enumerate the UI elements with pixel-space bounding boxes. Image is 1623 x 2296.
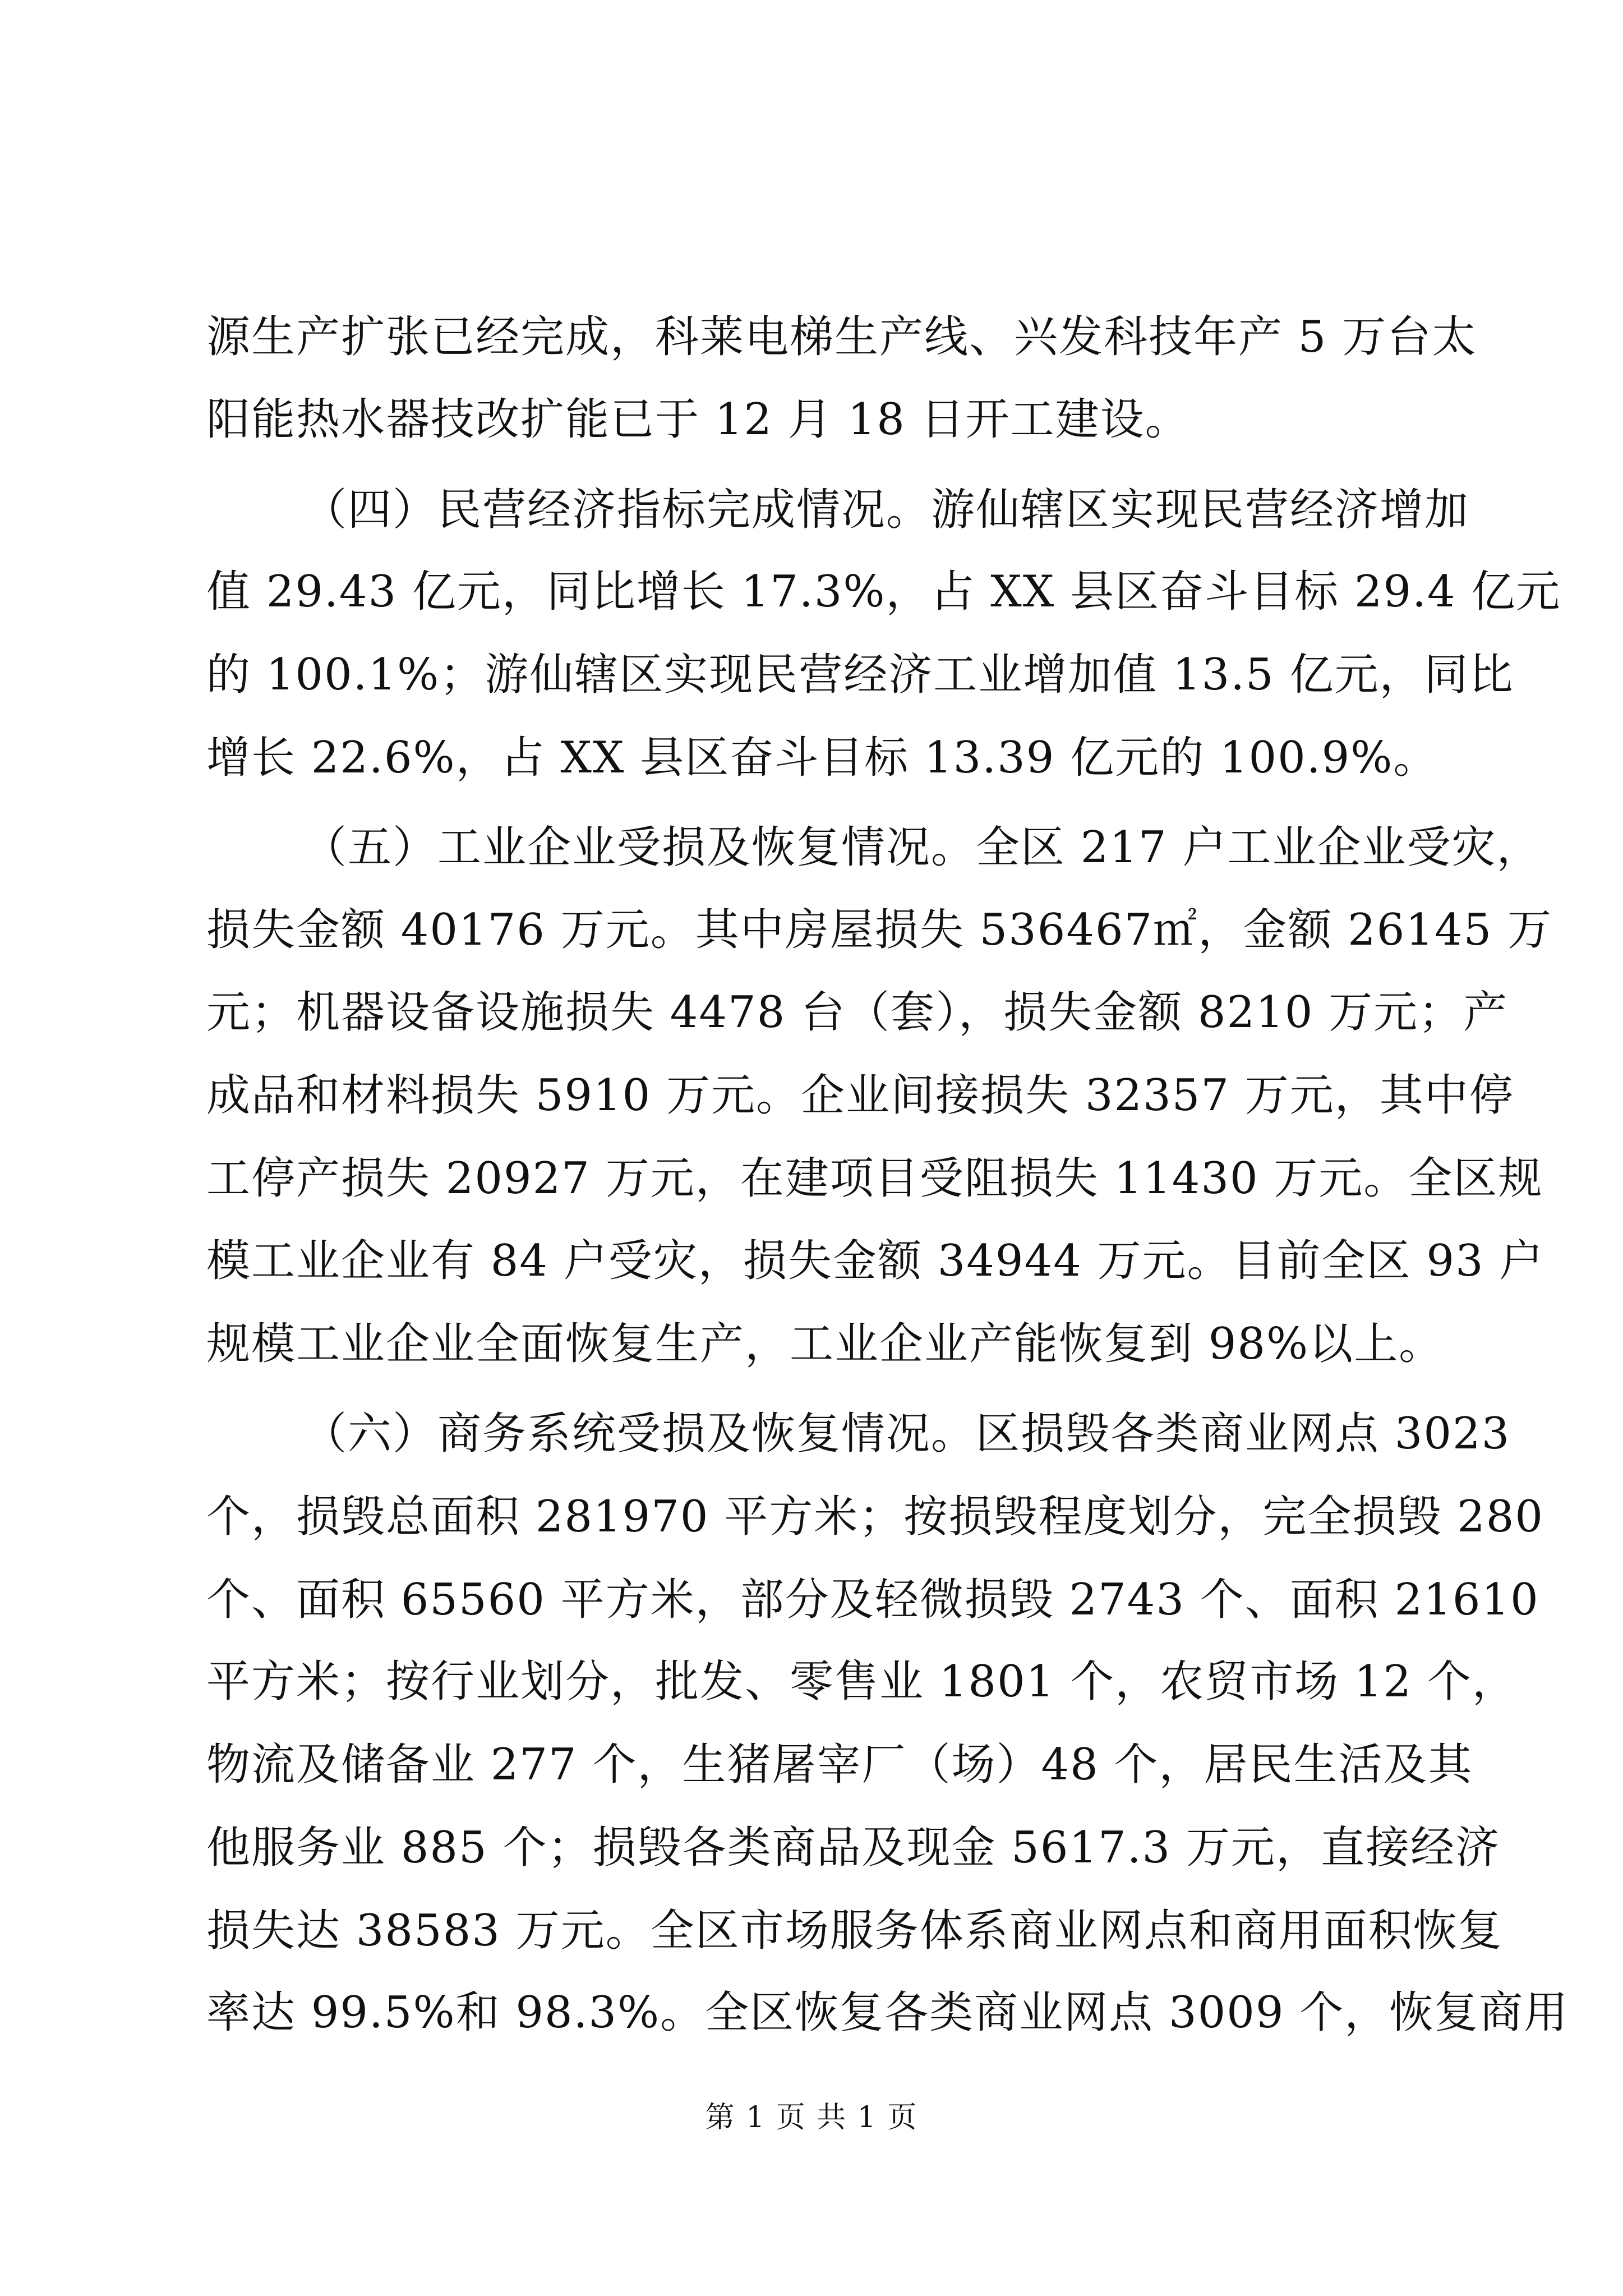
text-line: 损失达 38583 万元。全区市场服务体系商业网点和商用面积恢复 [206,1906,1503,1956]
text-line: 源生产扩张已经完成，科莱电梯生产线、兴发科技年产 5 万台太 [206,312,1477,362]
text-line: 阳能热水器技改扩能已于 12 月 18 日开工建设。 [206,394,1190,445]
text-line: 成品和材料损失 5910 万元。企业间接损失 32357 万元，其中停 [206,1070,1514,1121]
text-line: 的 100.1%；游仙辖区实现民营经济工业增加值 13.5 亿元，同比 [206,650,1514,700]
text-line: 元；机器设备设施损失 4478 台（套），损失金额 8210 万元；产 [206,987,1509,1038]
text-line: 工停产损失 20927 万元，在建项目受阻损失 11430 万元。全区规 [206,1153,1543,1204]
paragraph-heading-line: （四）民营经济指标完成情况。游仙辖区实现民营经济增加 [303,485,1470,535]
text-line: 率达 99.5%和 98.3%。全区恢复各类商业网点 3009 个，恢复商用 [206,1987,1569,2038]
paragraph-heading-line: （六）商务系统受损及恢复情况。区损毁各类商业网点 3023 [303,1409,1511,1459]
text-line: 模工业企业有 84 户受灾，损失金额 34944 万元。目前全区 93 户 [206,1236,1544,1286]
text-line: 值 29.43 亿元，同比增长 17.3%，占 XX 县区奋斗目标 29.4 亿元 [206,567,1561,617]
text-line: 物流及储备业 277 个，生猪屠宰厂（场）48 个，居民生活及其 [206,1740,1473,1790]
text-line: 增长 22.6%，占 XX 县区奋斗目标 13.39 亿元的 100.9%。 [206,733,1438,783]
text-line: 规模工业企业全面恢复生产，工业企业产能恢复到 98%以上。 [206,1319,1444,1369]
page-footer: 第 1 页 共 1 页 [705,2101,918,2134]
text-line: 他服务业 885 个；损毁各类商品及现金 5617.3 万元，直接经济 [206,1823,1500,1873]
paragraph-heading-line: （五）工业企业受损及恢复情况。全区 217 户工业企业受灾， [303,822,1542,873]
text-line: 损失金额 40176 万元。其中房屋损失 536467㎡，金额 26145 万 [206,905,1552,955]
text-line: 个，损毁总面积 281970 平方米；按损毁程度划分，完全损毁 280 [206,1492,1544,1542]
text-line: 个、面积 65560 平方米，部分及轻微损毁 2743 个、面积 21610 [206,1575,1539,1625]
text-line: 平方米；按行业划分，批发、零售业 1801 个，农贸市场 12 个， [206,1657,1517,1707]
